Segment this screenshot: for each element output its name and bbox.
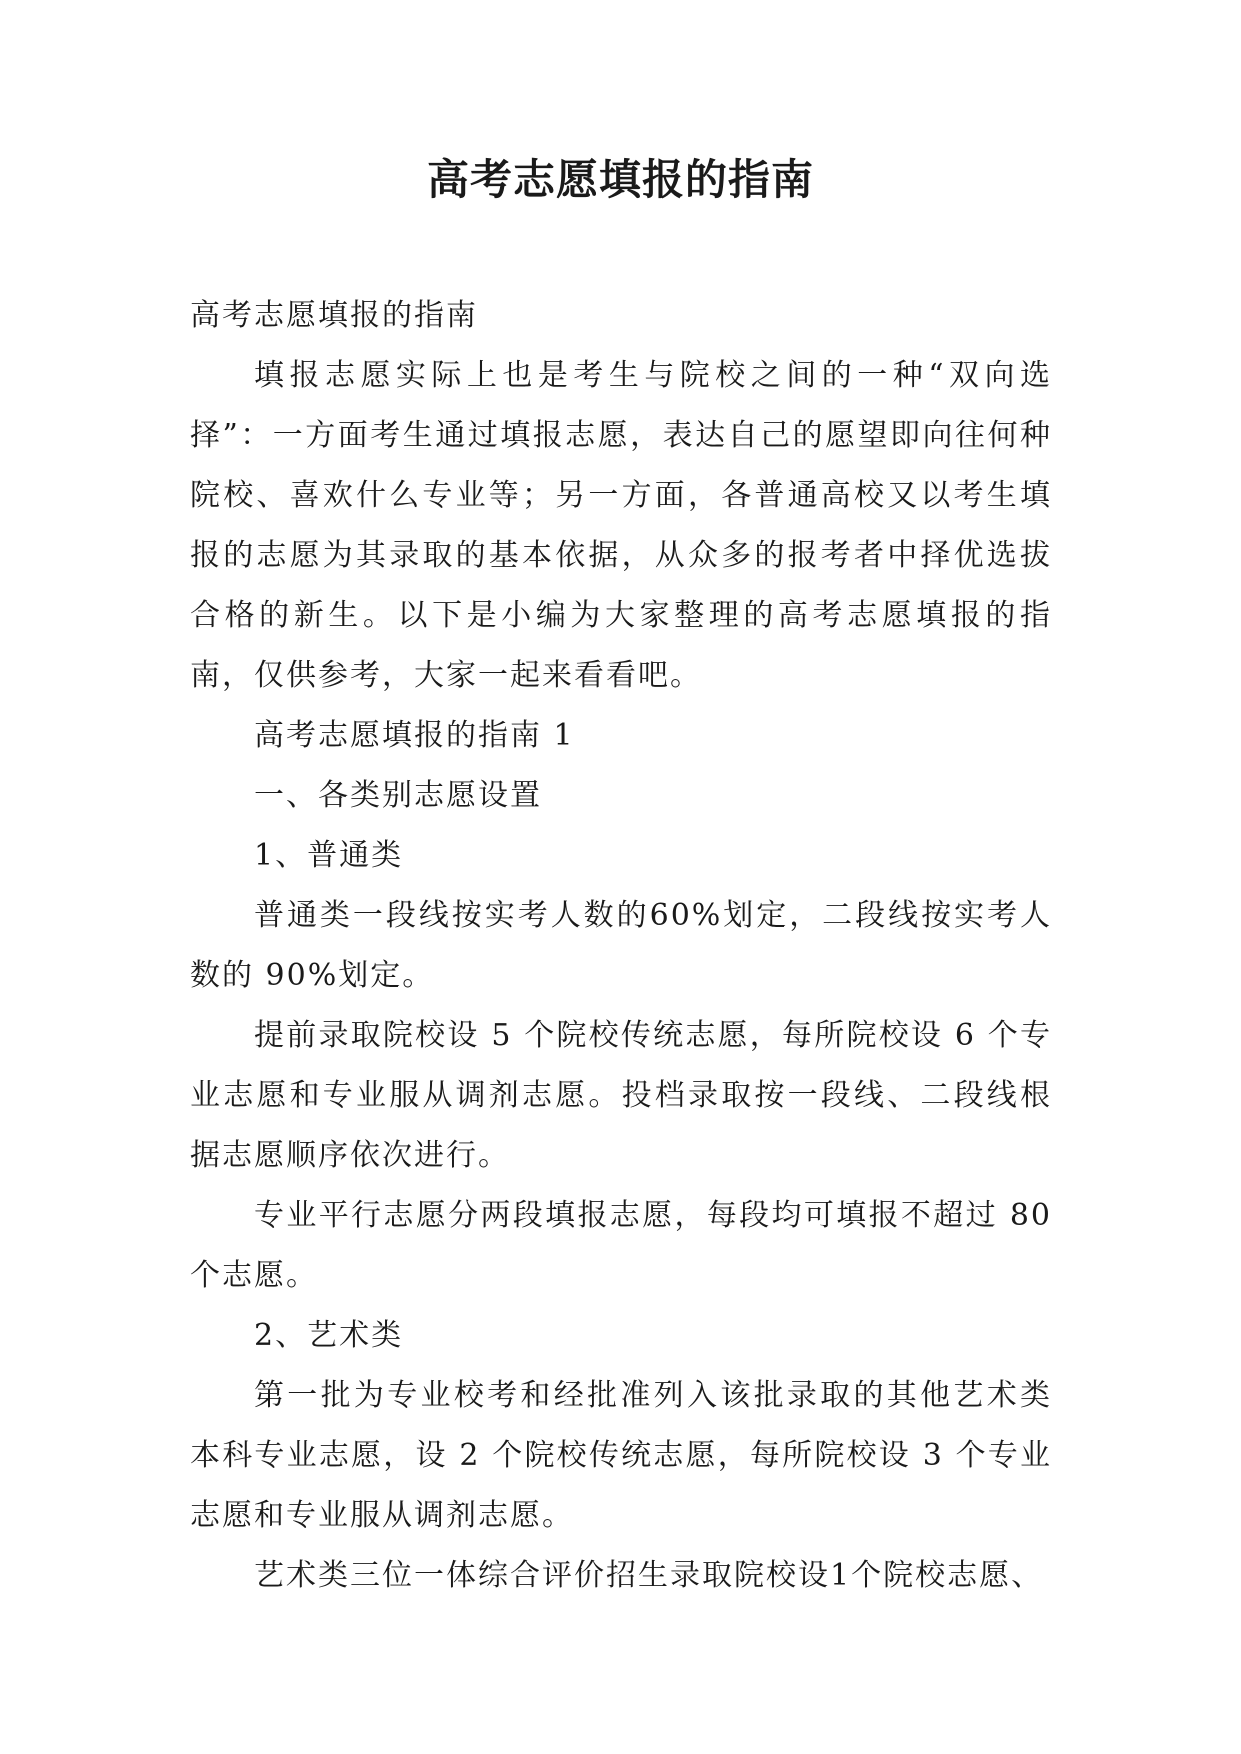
paragraph-intro: 填报志愿实际上也是考生与院校之间的一种“双向选择”：一方面考生通过填报志愿，表达自己的愿望即向往何种院校、喜欢什么专业等；另一方面，各普通高校又以考生填报的志愿为其录取的基本依据，从众多的报考者中择优选拔合格的新生。以下是小编为大家整理的高考志愿填报的指南，仅供参考，大家一起来看看吧。 bbox=[190, 358, 1052, 693]
paragraph-subheading: 一、各类别志愿设置 bbox=[254, 778, 542, 813]
paragraph-general-lines: 普通类一段线按实考人数的60%划定，二段线按实考人数的 90%划定。 bbox=[190, 898, 1052, 993]
paragraph-art-comprehensive: 艺术类三位一体综合评价招生录取院校设1个院校志愿、 bbox=[254, 1558, 1044, 1593]
paragraph-parallel-volunteers: 专业平行志愿分两段填报志愿，每段均可填报不超过 80 个志愿。 bbox=[190, 1198, 1052, 1293]
paragraph-heading: 高考志愿填报的指南 bbox=[190, 298, 478, 333]
paragraph-section-title: 高考志愿填报的指南 1 bbox=[254, 718, 575, 753]
paragraph-art-first-batch: 第一批为专业校考和经批准列入该批录取的其他艺术类本科专业志愿，设 2 个院校传统志愿，每所院校设 3 个专业志愿和专业服从调剂志愿。 bbox=[190, 1378, 1052, 1533]
paragraph-subheading-art: 2、艺术类 bbox=[254, 1318, 404, 1353]
paragraph-subheading-general: 1、普通类 bbox=[254, 838, 404, 873]
document-body bbox=[190, 286, 1052, 1606]
paragraph-early-admission: 提前录取院校设 5 个院校传统志愿，每所院校设 6 个专业志愿和专业服从调剂志愿。投档录取按一段线、二段线根据志愿顺序依次进行。 bbox=[190, 1018, 1052, 1173]
document-title: 高考志愿填报的指南 bbox=[426, 155, 814, 204]
